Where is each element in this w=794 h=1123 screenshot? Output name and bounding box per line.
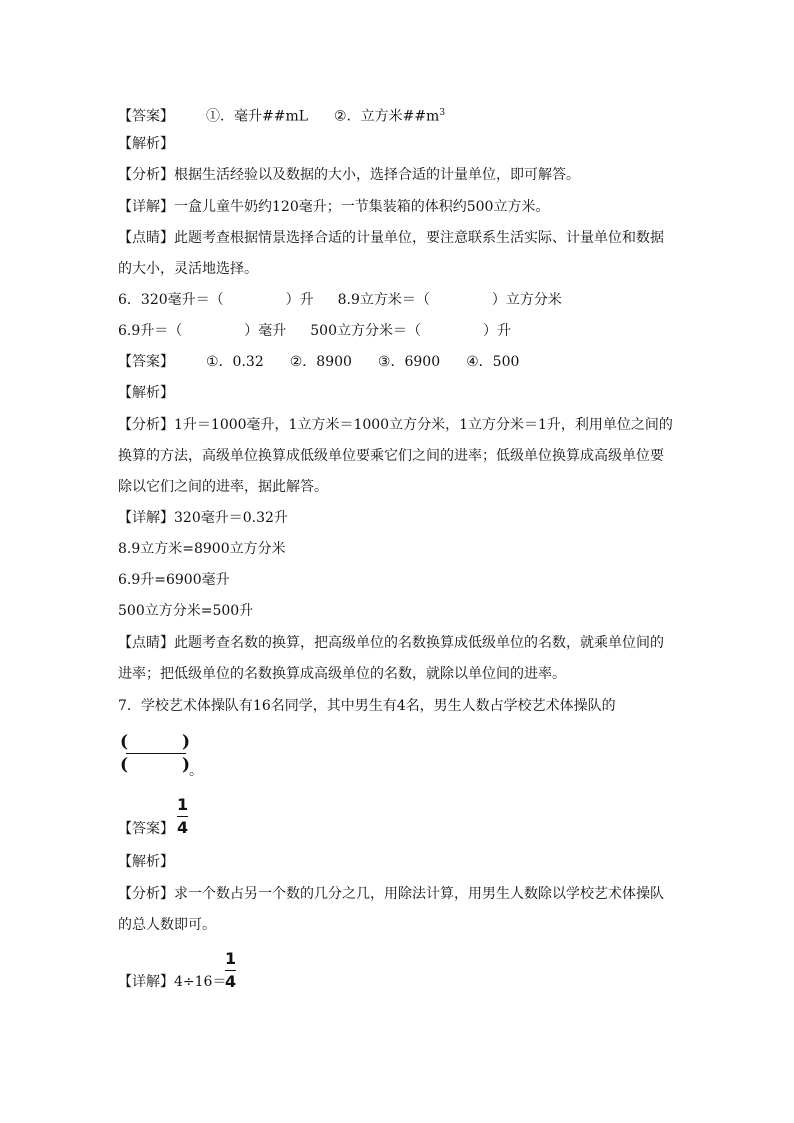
dianjing-6-line1: 【点睛】此题考查名数的换算，把高级单位的名数换算成低级单位的名数，就乘单位间的 (118, 635, 664, 651)
dianjing-6-line2: 进率；把低级单位的名数换算成高级单位的名数，就除以单位间的进率。 (118, 666, 566, 682)
fraction-bar (177, 816, 188, 817)
analysis-tag-5: 【解析】 (118, 136, 174, 152)
answer-tag-7: 【答案】 (118, 821, 174, 837)
answer-fraction (177, 796, 188, 837)
answer-item-1: ①．毫升##mL (206, 108, 309, 125)
fenxi-7-line2: 的总人数即可。 (118, 917, 216, 933)
q6-part-h: ）升 (483, 323, 511, 339)
answer-line-6 (118, 352, 519, 372)
answer-tag: 【答案】 (118, 108, 174, 125)
fenxi-7-line1: 【分析】求一个数占另一个数的几分之几，用除法计算，用男生人数除以学校艺术体操队 (118, 886, 664, 902)
answer-item-4: ④．500 (466, 354, 520, 370)
q6-part-g: 500立方分米＝（ (310, 323, 421, 339)
q6-part-f: ）毫升 (244, 323, 287, 339)
xiangjie-7: 【详解】4÷16＝ (118, 974, 227, 990)
analysis-tag-6: 【解析】 (118, 385, 174, 401)
answer-item-3: ③．6900 (377, 354, 441, 370)
dianjing-5-line1: 【点睛】此题考查根据情景选择合适的计量单位，要注意联系生活实际、计量单位和数据 (118, 230, 664, 246)
superscript-3: 3 (439, 108, 446, 118)
numerator: 1 (177, 795, 189, 814)
denominator: 4 (177, 818, 189, 837)
xiangjie-5: 【详解】一盒儿童牛奶约120毫升；一节集装箱的体积约500立方米。 (118, 199, 550, 215)
answer-tag: 【答案】 (118, 354, 174, 370)
answer-line-5 (118, 103, 445, 127)
fenxi-6-line3: 除以它们之间的进率，据此解答。 (118, 479, 328, 495)
xiangjie-6-line4: 500立方分米=500升 (118, 603, 254, 619)
analysis-tag-7: 【解析】 (118, 854, 174, 870)
xiangjie-6-line3: 6.9升=6900毫升 (118, 572, 230, 588)
q6-part-b: ）升 (285, 292, 314, 308)
fenxi-6-line1: 【分析】1升＝1000毫升，1立方米＝1000立方分米，1立方分米＝1升，利用单位之间的 (118, 417, 673, 433)
fenxi-6-line2: 换算的方法，高级单位换算成低级单位要乘它们之间的进率；低级单位换算成高级单位要 (118, 448, 664, 464)
result-fraction (225, 950, 236, 991)
denominator: 4 (225, 972, 237, 991)
xiangjie-6-line1: 【详解】320毫升＝0.32升 (118, 510, 288, 526)
fraction-blank (120, 731, 190, 776)
question-6-line1 (118, 290, 562, 310)
paren-open: ( (120, 755, 129, 775)
question-7-stem: 7．学校艺术体操队有16名同学，其中男生有4名，男生人数占学校艺术体操队的 (118, 698, 616, 714)
paren-open: ( (120, 732, 129, 752)
paren-close: ) (181, 732, 190, 752)
q6-part-d: ）立方分米 (491, 292, 562, 308)
answer-item-1: ①．0.32 (206, 354, 264, 370)
answer-item-2: ②．8900 (289, 354, 352, 370)
question-6-line2 (118, 321, 511, 341)
xiangjie-6-line2: 8.9立方米=8900立方分米 (118, 541, 286, 557)
answer-item-2: ②．立方米##m (334, 108, 440, 125)
numerator: 1 (225, 949, 237, 968)
paren-close: ) (181, 755, 190, 775)
q6-part-e: 6.9升＝（ (118, 323, 183, 339)
period: 。 (189, 763, 203, 779)
dianjing-5-line2: 的大小，灵活地选择。 (118, 261, 258, 277)
fraction-bar (225, 970, 236, 971)
fenxi-5: 【分析】根据生活经验以及数据的大小，选择合适的计量单位，即可解答。 (118, 167, 580, 183)
q6-part-a: 6．320毫升＝（ (118, 292, 224, 308)
q6-part-c: 8.9立方米＝（ (337, 292, 430, 308)
